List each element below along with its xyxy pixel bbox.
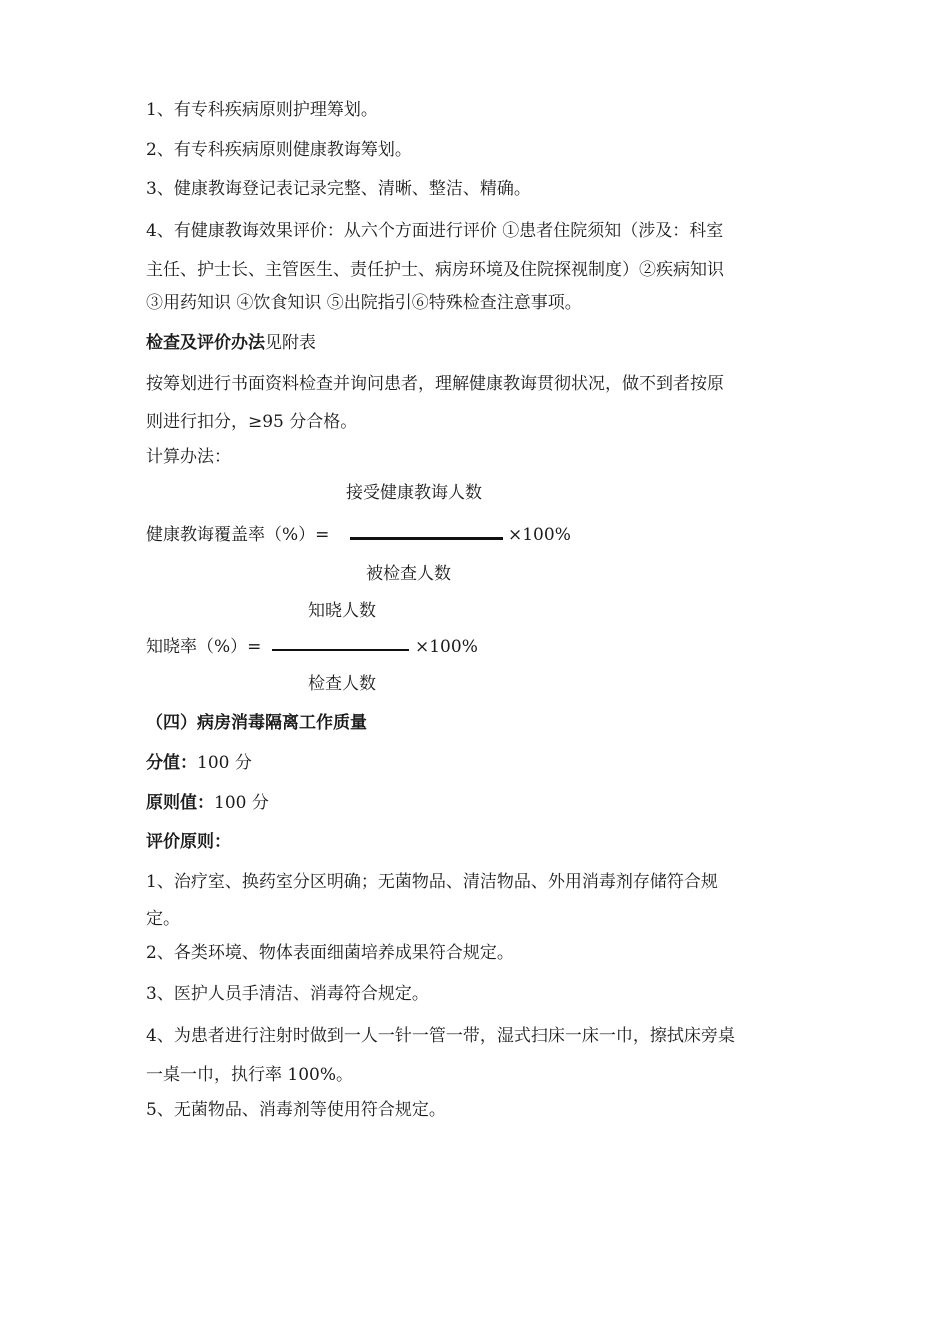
section-title: （四）病房消毒隔离工作质量 bbox=[146, 713, 367, 733]
criterion-line: 2、有专科疾病原则健康教诲筹划。 bbox=[146, 140, 412, 160]
criterion-line: 4、有健康教诲效果评价：从六个方面进行评价 ①患者住院须知（涉及：科室 bbox=[146, 221, 724, 241]
inspection-heading bbox=[146, 332, 316, 354]
coverage-multiplier: ×100% bbox=[508, 525, 571, 545]
criterion-line: 定。 bbox=[146, 909, 180, 929]
score-value: 100 分 bbox=[197, 753, 252, 773]
criterion-line: 3、健康教诲登记表记录完整、清晰、整洁、精确。 bbox=[146, 179, 531, 199]
criterion-line: ③用药知识 ④饮食知识 ⑤出院指引⑥特殊检查注意事项。 bbox=[146, 293, 582, 313]
inspection-heading-rest: 见附表 bbox=[265, 333, 316, 353]
criterion-line: 2、各类环境、物体表面细菌培养成果符合规定。 bbox=[146, 943, 514, 963]
criterion-line: 1、治疗室、换药室分区明确；无菌物品、清洁物品、外用消毒剂存储符合规 bbox=[146, 872, 718, 892]
coverage-denominator: 被检查人数 bbox=[366, 564, 451, 584]
inspection-text: 按筹划进行书面资料检查并询问患者，理解健康教诲贯彻状况，做不到者按原 bbox=[146, 374, 724, 394]
criterion-line: 4、为患者进行注射时做到一人一针一管一带，湿式扫床一床一巾，擦拭床旁桌 bbox=[146, 1026, 735, 1046]
awareness-denominator: 检查人数 bbox=[308, 674, 376, 694]
awareness-numerator: 知晓人数 bbox=[308, 601, 376, 621]
coverage-label: 健康教诲覆盖率（%）= bbox=[146, 525, 330, 545]
criterion-line: 3、医护人员手清洁、消毒符合规定。 bbox=[146, 984, 429, 1004]
standard-label: 原则值： bbox=[146, 793, 214, 813]
awareness-label: 知晓率（%）= bbox=[146, 637, 262, 657]
awareness-fraction-bar bbox=[272, 649, 409, 651]
criterion-line: 一桌一巾，执行率 100%。 bbox=[146, 1065, 354, 1085]
coverage-numerator: 接受健康教诲人数 bbox=[346, 483, 482, 503]
criterion-line: 主任、护士长、主管医生、责任护士、病房环境及住院探视制度）②疾病知识 bbox=[146, 260, 724, 280]
standard-value: 100 分 bbox=[214, 793, 269, 813]
calc-label: 计算办法： bbox=[146, 447, 231, 467]
score-row bbox=[146, 752, 252, 774]
awareness-multiplier: ×100% bbox=[415, 637, 478, 657]
coverage-fraction-bar bbox=[350, 537, 503, 540]
criteria-label: 评价原则： bbox=[146, 832, 231, 852]
inspection-text: 则进行扣分，≥95 分合格。 bbox=[146, 412, 358, 432]
criterion-line: 1、有专科疾病原则护理筹划。 bbox=[146, 100, 378, 120]
score-label: 分值： bbox=[146, 753, 197, 773]
inspection-heading-bold: 检查及评价办法 bbox=[146, 333, 265, 353]
criterion-line: 5、无菌物品、消毒剂等使用符合规定。 bbox=[146, 1100, 446, 1120]
standard-row bbox=[146, 792, 269, 814]
